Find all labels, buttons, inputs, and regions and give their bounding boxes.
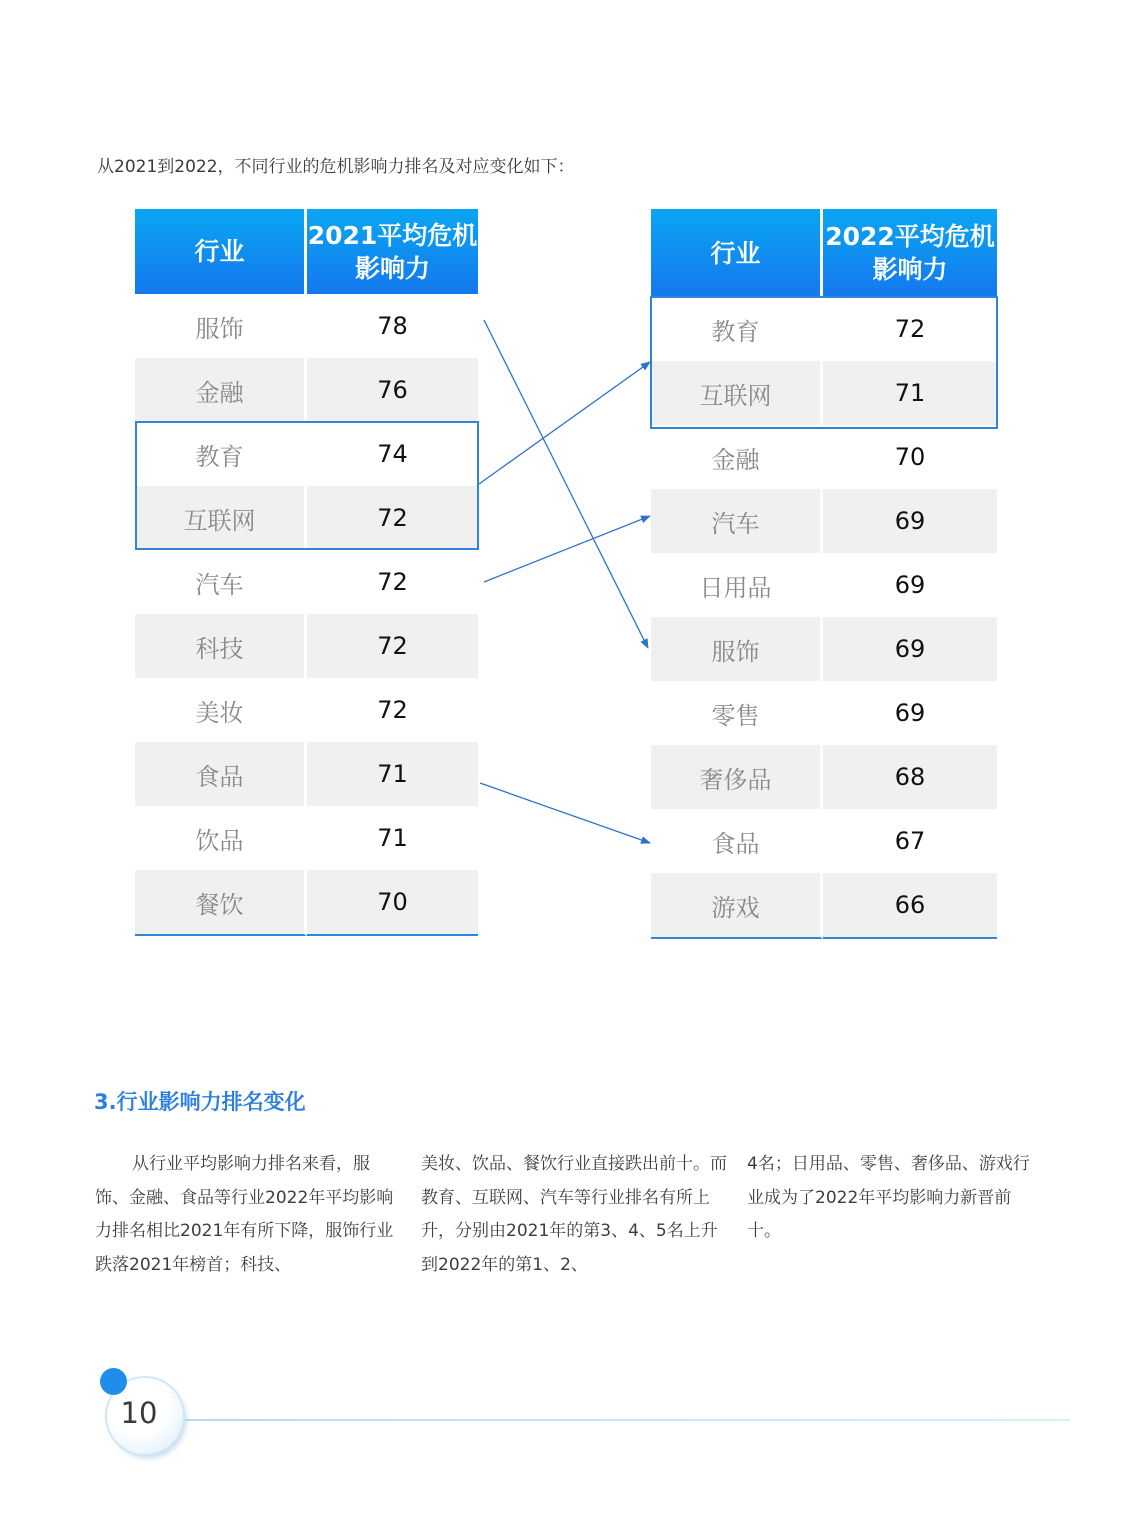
industry-cell: 汽车: [135, 550, 307, 614]
value-cell: 69: [894, 699, 926, 727]
industry-cell: 食品: [651, 809, 823, 873]
industry-cell: 日用品: [651, 553, 823, 617]
section-title: 3.行业影响力排名变化: [94, 1090, 306, 1114]
industry-cell: 美妆: [135, 678, 307, 742]
value-cell: 69: [894, 571, 926, 599]
industry-cell: 金融: [651, 425, 823, 489]
header-impact-2021: 2021平均危机影响力: [307, 209, 478, 294]
value-cell: 72: [307, 614, 478, 678]
paragraph-column-3: 4名；日用品、零售、奢侈品、游戏行业成为了2022年平均影响力新晋前十。: [747, 1154, 1030, 1241]
industry-cell: 零售: [651, 681, 823, 745]
value-cell: 69: [823, 617, 997, 681]
industry-cell: 饮品: [135, 806, 307, 870]
value-cell: 68: [823, 745, 997, 809]
value-cell: 72: [894, 315, 926, 343]
value-cell: 78: [377, 312, 408, 340]
value-cell: 69: [823, 489, 997, 553]
arrow-food: [480, 783, 650, 843]
value-cell: 76: [307, 358, 478, 422]
intro-text: 从2021到2022，不同行业的危机影响力排名及对应变化如下：: [97, 157, 575, 177]
paragraph-column-1: [95, 1148, 395, 1282]
arrow-fushi: [484, 320, 648, 648]
industry-cell: 游戏: [651, 873, 823, 939]
value-cell: 72: [307, 486, 478, 550]
industry-cell: 汽车: [651, 489, 823, 553]
value-cell: 66: [823, 873, 997, 939]
industry-cell: 互联网: [135, 486, 307, 550]
paragraph-text: 从行业平均影响力排名来看，服饰、金融、食品等行业2022年平均影响力排名相比2021年有所下降，服饰行业跌落2021年榜首；科技、: [95, 1154, 394, 1275]
value-cell: 67: [894, 827, 926, 855]
header-impact-2022: 2022平均危机影响力: [823, 209, 997, 297]
industry-cell: 食品: [135, 742, 307, 806]
paragraph-column-2: 美妆、饮品、餐饮行业直接跌出前十。而教育、互联网、汽车等行业排名有所上升，分别由2021年的第3、4、5名上升到2022年的第1、2、: [421, 1154, 727, 1275]
industry-cell: 餐饮: [135, 870, 307, 936]
industry-cell: 互联网: [651, 361, 823, 425]
value-cell: 72: [377, 568, 408, 596]
page-number: 10: [120, 1396, 158, 1430]
industry-cell: 奢侈品: [651, 745, 823, 809]
value-cell: 71: [307, 742, 478, 806]
value-cell: 70: [894, 443, 926, 471]
header-industry: 行业: [135, 209, 307, 294]
industry-cell: 服饰: [135, 294, 307, 358]
header-industry: 行业: [651, 209, 823, 297]
arrow-auto: [484, 516, 650, 582]
value-cell: 74: [377, 440, 408, 468]
industry-cell: 教育: [135, 422, 307, 486]
arrow-edu-internet: [479, 362, 650, 484]
value-cell: 71: [377, 824, 408, 852]
value-cell: 72: [377, 696, 408, 724]
industry-cell: 教育: [651, 297, 823, 361]
industry-cell: 服饰: [651, 617, 823, 681]
value-cell: 70: [307, 870, 478, 936]
industry-cell: 科技: [135, 614, 307, 678]
footer-divider: [185, 1419, 1070, 1421]
industry-cell: 金融: [135, 358, 307, 422]
value-cell: 71: [823, 361, 997, 425]
